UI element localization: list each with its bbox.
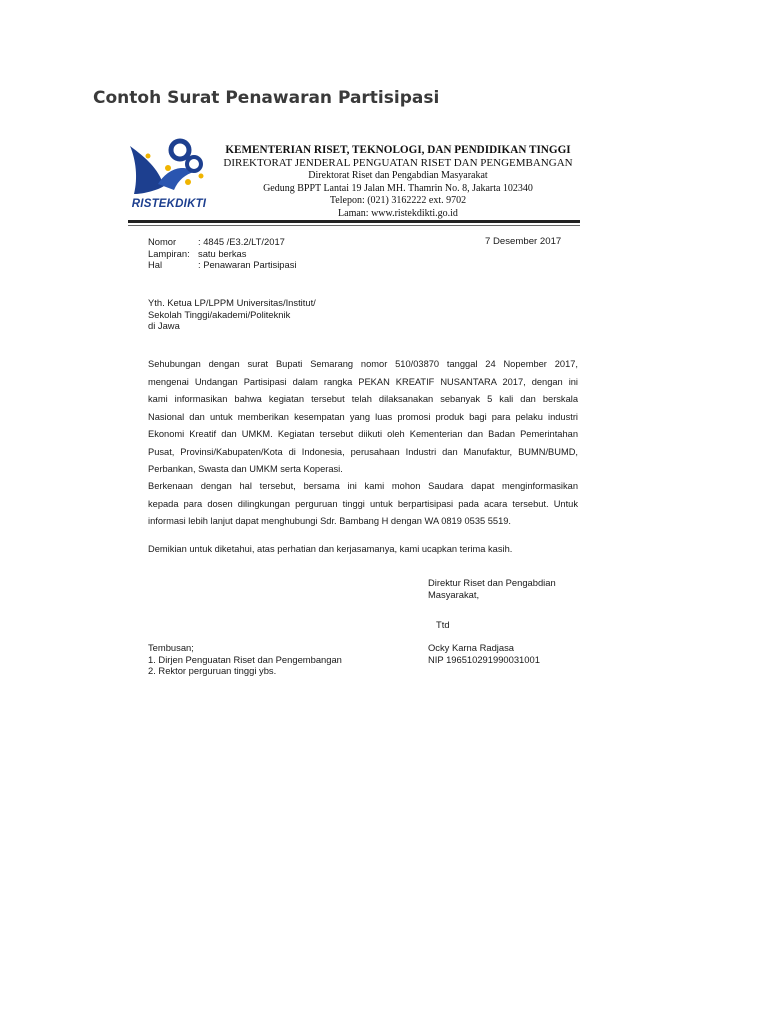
addressee	[148, 297, 316, 332]
logo-emblem-icon	[128, 138, 210, 200]
signature-block	[428, 642, 540, 665]
addressee-line-2: Sekolah Tinggi/akademi/Politeknik	[148, 308, 291, 320]
letterhead-address: Gedung BPPT Lantai 19 Jalan MH. Thamrin No. 8, Jakarta 102340	[263, 182, 533, 194]
tembusan	[148, 642, 342, 677]
letterhead-website: Laman: www.ristekdikti.go.id	[338, 207, 458, 219]
nomor-value: : 4845 /E3.2/LT/2017	[198, 236, 285, 247]
letterhead-directorate: Direktorat Riset dan Pengabdian Masyarakat	[308, 170, 488, 181]
paragraph-2	[148, 478, 578, 531]
tembusan-item-1: 1. Dirjen Penguatan Riset dan Pengembangan	[148, 653, 342, 665]
signatory-name: Ocky Karna Radjasa	[428, 642, 514, 653]
paragraph-line: informasi lebih lanjut dapat menghubungi Sdr. Bambang H dengan WA 0819 0535 5519.	[148, 516, 512, 526]
tembusan-label: Tembusan;	[148, 642, 194, 653]
paragraph-line: Berkenaan dengan hal tersebut, bersama ini kami mohon Saudara dapat menginformasikan	[148, 481, 578, 491]
paragraph-line: kami informasikan bahwa kegiatan tersebut telah dilaksanakan sebanyak 5 kali dan berskala	[148, 394, 578, 404]
nomor-label: Nomor	[148, 236, 177, 247]
paragraph-line: Demikian untuk diketahui, atas perhatian dan kerjasamanya, kami ucapkan terima kasih.	[148, 544, 513, 554]
signature-title-line-1: Direktur Riset dan Pengabdian	[428, 577, 556, 588]
page-title: Contoh Surat Penawaran Partisipasi	[93, 88, 440, 108]
hal-label: Hal	[148, 259, 163, 270]
paragraph-3	[148, 541, 578, 559]
lampiran-label: Lampiran:	[148, 247, 190, 259]
letterhead-directorate-general: DIREKTORAT JENDERAL PENGUATAN RISET DAN PENGEMBANGAN	[223, 157, 573, 169]
signature-title	[428, 577, 556, 600]
lampiran-value: satu berkas	[198, 247, 247, 259]
paragraph-line: Sehubungan dengan surat Bupati Semarang nomor 510/03870 tanggal 24 Nopember 2017,	[148, 359, 578, 369]
letterhead-divider-thin	[128, 225, 580, 226]
letterhead	[218, 143, 578, 220]
letter-meta	[148, 236, 297, 271]
letterhead-divider	[128, 220, 580, 223]
tembusan-item-2: 2. Rektor perguruan tinggi ybs.	[148, 665, 277, 676]
paragraph-line: Nasional dan untuk memberikan kesempatan yang luas promosi produk bagi para pelaku industri	[148, 411, 578, 422]
letterhead-ministry: KEMENTERIAN RISET, TEKNOLOGI, DAN PENDIDIKAN TINGGI	[225, 144, 571, 156]
signature-ttd: Ttd	[436, 619, 450, 630]
letter-date: 7 Desember 2017	[485, 236, 562, 247]
hal-value: : Penawaran Partisipasi	[198, 259, 297, 270]
addressee-line-1: Yth. Ketua LP/LPPM Universitas/Institut/	[148, 297, 316, 308]
addressee-line-3: di Jawa	[148, 320, 180, 331]
ristekdikti-logo	[128, 138, 208, 220]
signature-title-line-2: Masyarakat,	[428, 588, 480, 600]
signatory-nip: NIP 196510291990031001	[428, 653, 540, 665]
letterhead-phone: Telepon: (021) 3162222 ext. 9702	[329, 195, 467, 206]
paragraph-line: Perbankan, Swasta dan UMKM serta Koperasi.	[148, 464, 343, 474]
paragraph-line: Ekonomi Kreatif dan UMKM. Kegiatan tersebut diikuti oleh Kementerian dan Badan Pemerintahan	[148, 429, 578, 439]
logo-text: RISTEKDIKTI	[131, 198, 207, 210]
paragraph-line: kepada para dosen dilingkungan perguruan tinggi untuk berpartisipasi pada acara tersebut. Untuk	[148, 498, 578, 509]
paragraph-1	[148, 356, 578, 479]
paragraph-line: Pusat, Provinsi/Kabupaten/Kota di Indonesia, perusahaan Industri dan Manufaktur, BUMN/BUMD,	[148, 446, 578, 457]
paragraph-line: mengenai Undangan Partisipasi dalam rangka PEKAN KREATIF NUSANTARA 2017, dengan ini	[148, 376, 578, 387]
